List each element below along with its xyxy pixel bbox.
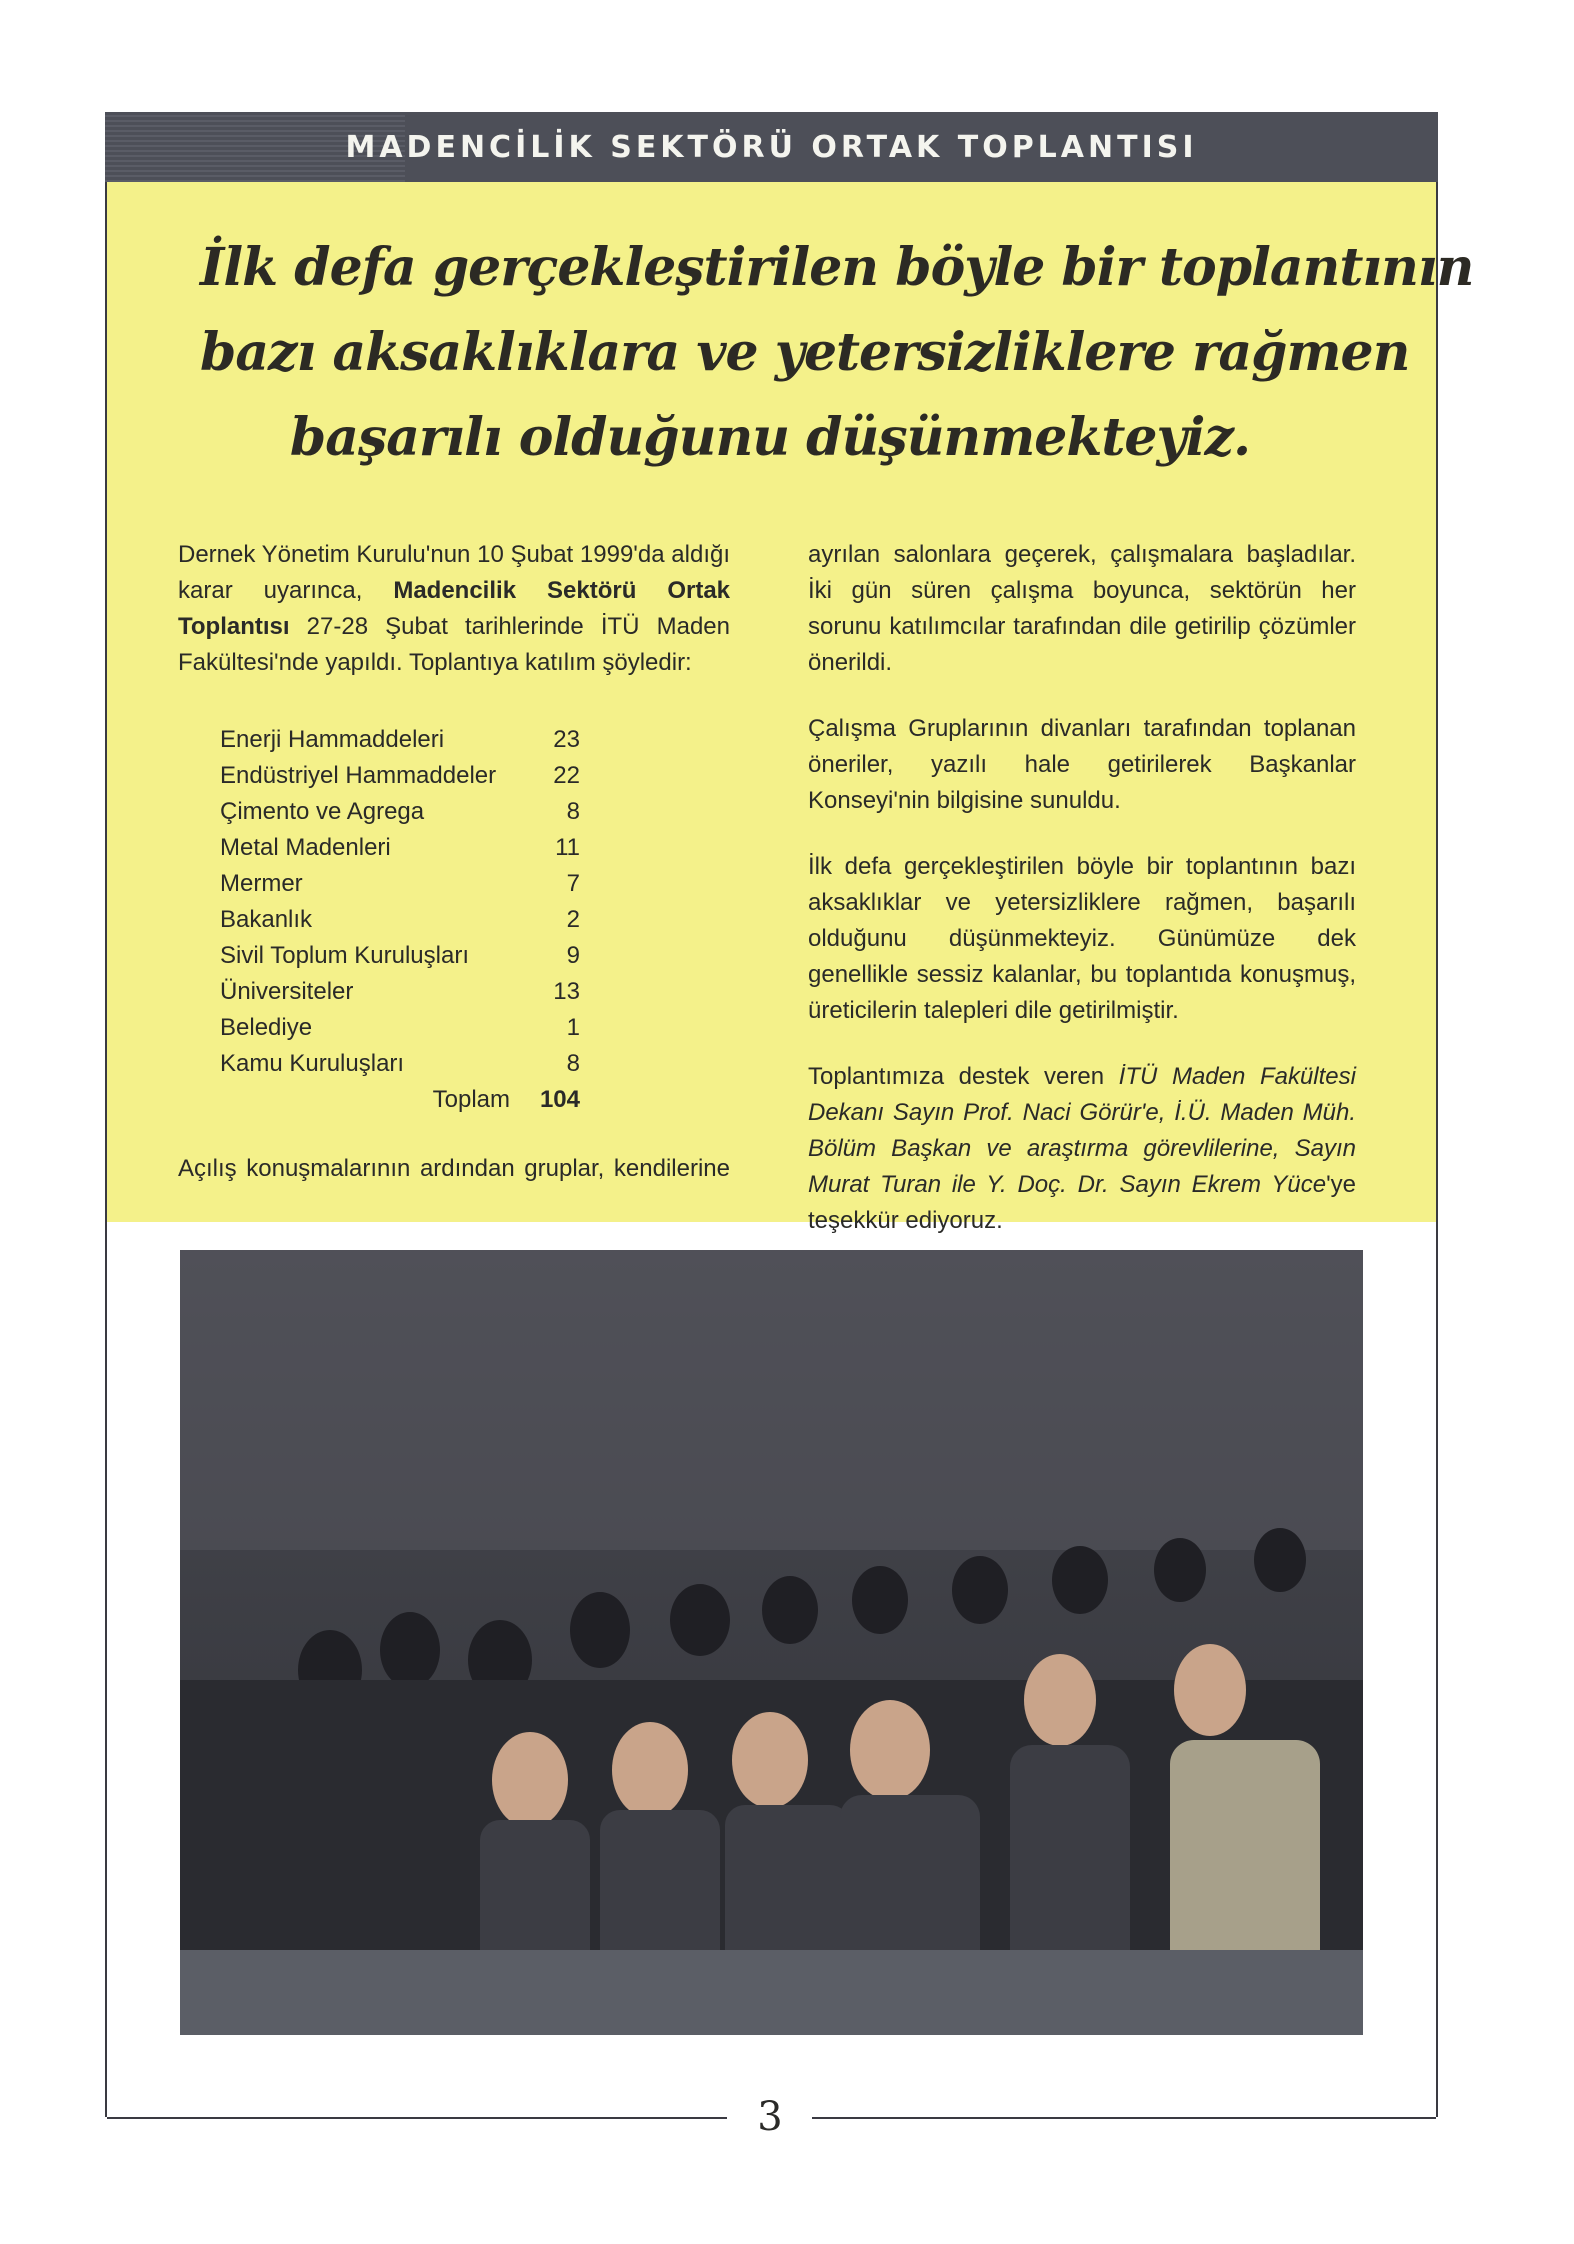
participation-value: 1: [566, 1014, 580, 1041]
participation-value: 22: [553, 762, 580, 789]
participation-value: 8: [566, 1050, 580, 1077]
participation-table: [220, 722, 580, 1118]
participation-label: Üniversiteler: [220, 978, 354, 1005]
footer-rule-left: [107, 2117, 727, 2119]
section-header: [105, 112, 1438, 182]
participation-value: 7: [566, 870, 580, 897]
participation-row: [220, 1010, 580, 1046]
participation-row: [220, 1046, 580, 1082]
pull-quote: [200, 225, 1474, 480]
participation-label: Metal Madenleri: [220, 834, 391, 861]
pull-quote-line-2: bazı aksaklıklara ve yetersizliklere rağmen: [200, 322, 1410, 383]
participation-value: 9: [566, 942, 580, 969]
right-paragraph-2: Çalışma Gruplarının divanları tarafından toplanan öneriler, yazılı hale getirilerek Başkanlar Konseyi'nin bilgisine sunuldu.: [808, 715, 1356, 814]
participation-label: Sivil Toplum Kuruluşları: [220, 942, 469, 969]
pull-quote-line-3: başarılı olduğunu düşünmekteyiz.: [289, 407, 1251, 468]
participation-row: [220, 902, 580, 938]
participation-row: [220, 794, 580, 830]
participation-row: [220, 830, 580, 866]
participation-row: [220, 866, 580, 902]
thanks-prefix: Toplantımıza destek veren: [808, 1063, 1119, 1090]
participation-value: 13: [553, 978, 580, 1005]
right-paragraph-1: ayrılan salonlara geçerek, çalışmalara başladılar. İki gün süren çalışma boyunca, sektörün her sorunu katılımcılar tarafından dile getirilip çözümler önerildi.: [808, 541, 1356, 676]
audience-photo: [180, 1250, 1363, 2035]
participation-label: Mermer: [220, 870, 303, 897]
participation-total-row: [220, 1082, 580, 1118]
section-title: MADENCİLİK SEKTÖRÜ ORTAK TOPLANTISI: [345, 130, 1198, 165]
intro-text-2: 27-28 Şubat tarihlerinde İTÜ Maden Fakültesi'nde yapıldı. Toplantıya katılım şöyledir:: [178, 613, 730, 676]
participation-label: Endüstriyel Hammaddeler: [220, 762, 497, 789]
participation-row: [220, 974, 580, 1010]
total-value: 104: [539, 1086, 580, 1113]
pull-quote-line-1: İlk defa gerçekleştirilen böyle bir toplantının: [200, 237, 1474, 298]
participation-label: Kamu Kuruluşları: [220, 1050, 405, 1077]
participation-value: 11: [555, 834, 580, 861]
audience-photo-illustration: [180, 1250, 1363, 2035]
participation-row: [220, 758, 580, 794]
intro-paragraph: [178, 537, 730, 681]
participation-value: 2: [566, 906, 580, 933]
participation-label: Bakanlık: [220, 906, 313, 933]
page-number: 3: [757, 2094, 783, 2140]
thanks-suffix: 'ye teşekkür ediyoruz.: [808, 1171, 1356, 1234]
footer-rule-right: [812, 2117, 1436, 2119]
right-paragraph-4: [808, 1059, 1356, 1239]
intro-text-1: Dernek Yönetim Kurulu'nun 10 Şubat 1999'da aldığı karar uyarınca,: [178, 541, 730, 604]
total-label: Toplam: [432, 1086, 510, 1113]
left-column: [178, 537, 730, 681]
participation-label: Enerji Hammaddeleri: [220, 726, 445, 753]
left-closing-line: Açılış konuşmalarının ardından gruplar, kendilerine: [178, 1155, 730, 1182]
meeting-name: Madencilik Sektörü Ortak Toplantısı: [178, 577, 731, 640]
right-column: [808, 537, 1356, 1239]
thanks-names: İTÜ Maden Fakültesi Dekanı Sayın Prof. Naci Görür'e, İ.Ü. Maden Müh. Bölüm Başkan ve araştırma görevlilerine, Sayın Murat Turan ile Y. Doç. Dr. Sayın Ekrem Yüce: [808, 1063, 1356, 1198]
participation-row: [220, 722, 580, 758]
participation-label: Çimento ve Agrega: [220, 798, 425, 825]
participation-label: Belediye: [220, 1014, 313, 1041]
participation-value: 8: [566, 798, 580, 825]
participation-value: 23: [553, 726, 580, 753]
right-paragraph-3: İlk defa gerçekleştirilen böyle bir toplantının bazı aksaklıklar ve yetersizliklere rağmen, başarılı olduğunu düşünmekteyiz. Günümüze dek genellikle sessiz kalanlar, bu toplantıda konuşmuş, üreticilerin talepleri dile getirilmiştir.: [808, 853, 1356, 1024]
participation-row: [220, 938, 580, 974]
